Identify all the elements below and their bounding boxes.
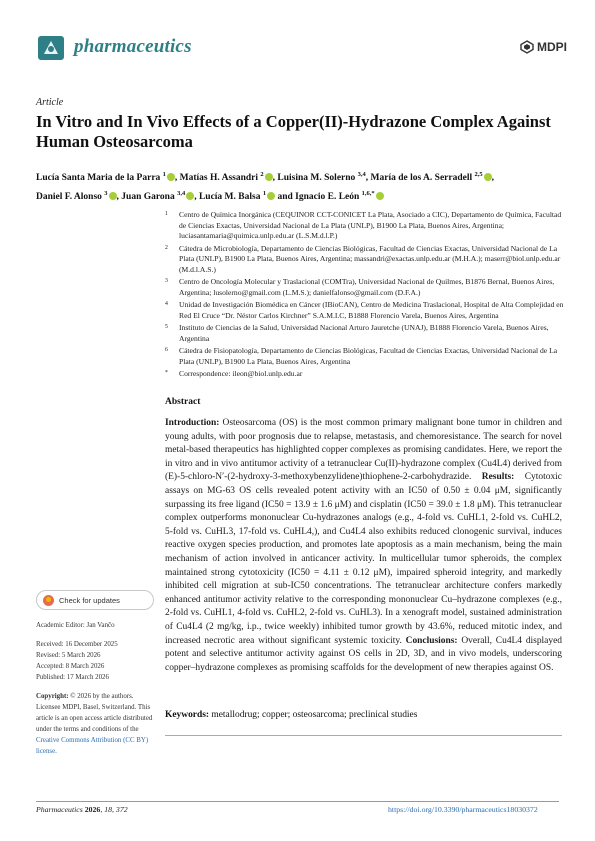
affiliation-text: Centro de Química Inorgánica (CEQUINOR CCT-CONICET La Plata, Asociado a CIC), Departamento de Química, Facultad de Ciencias Exactas, Universidad Nacional de La Plata (UNLP), B1900 La Plata, Buenos Aires, Argentina; luciasantamaria@quimica.unlp.edu.ar (L.S.M.d.l.P.)	[179, 210, 562, 241]
abstract-conclusions-label: Conclusions:	[405, 635, 458, 646]
footer-citation	[36, 805, 128, 814]
affiliations	[165, 210, 565, 381]
author-affiliation-mark: 1	[162, 171, 166, 178]
affiliation-text: Cátedra de Fisiopatología, Departamento de Ciencias Biológicas, Facultad de Ciencias Exactas, Universidad Nacional de La Plata (UNLP), B1900 La Plata, Buenos Aires, Argentina	[179, 346, 558, 366]
correspondence	[165, 369, 565, 380]
author-affiliation-mark: 2	[260, 171, 264, 178]
keywords-label: Keywords:	[165, 710, 210, 720]
abstract-results-text: Cytotoxic assays on MG-63 OS cells revealed potent activity with an IC50 of 0.50 ± 0.04 μM, significantly surpassing its free ligand (IC50 = 13.9 ± 1.6 μM) and cisplatin (IC50 = 39.0 ± 1.8 μM). This tetranuclear complex outperforms mononuclear Cu-hydrazones analogs (e.g., 4-fold vs. CuHL1, 2-fold vs. CuHL2, 5-fold vs. CuHL3, 17-fold vs. CuHL4,), and Cu4L4 also exhibits reduced clonogenic survival, induces reactive oxygen species production, and promotes late apoptosis as a main mechanism, being the main mechanism of action involved in anticancer activity. In multicellular tumor spheroids, the complex maintained strong cytotoxicity (IC50 = 4.11 ± 0.12 μM), impaired spheroid integrity, and markedly inhibited cell migration at sub-IC50 concentrations. The tetranuclear architecture confers markedly enhanced antitumor activity relative to the corresponding mononuclear Cu–hydrazone complexes (e.g., 2-fold vs. CuHL1, 4-fold vs. CuHL2, 2-fold vs. CuHL3). In a xenograft model, sustained administration of Cu4L4 (2 mg/kg, i.p., twice weekly) inhibited tumor growth by 43.6%, reduced mitotic index, and increased necrotic area without significant systemic toxicity.	[165, 472, 562, 646]
author-name[interactable]: Matías H. Assandri	[179, 173, 259, 184]
doi-link[interactable]: https://doi.org/10.3390/pharmaceutics18030372	[388, 805, 538, 814]
abstract-intro-label: Introduction:	[165, 418, 220, 428]
affiliation-text: Cátedra de Microbiología, Departamento de Ciencias Biológicas, Facultad de Ciencias Exactas, Universidad Nacional de La Plata (UNLP), B1900 La Plata, Buenos Aires, Argentina; massandri@exactas.unlp.edu.ar (M.H.A.); maserr@biol.unlp.edu.ar (M.d.l.A.S.)	[179, 243, 561, 274]
affiliation-number: 4	[165, 301, 168, 308]
author-affiliation-mark: 3	[104, 190, 108, 198]
publisher-name: MDPI	[537, 40, 567, 54]
keywords-text: metallodrug; copper; osteosarcoma; preclinical studies	[209, 710, 418, 720]
journal-logo-icon	[36, 34, 66, 62]
orcid-icon[interactable]	[167, 173, 175, 181]
academic-editor: Academic Editor: Jan Vančo	[36, 622, 115, 629]
received-date: Received: 16 December 2025	[36, 641, 118, 648]
author-affiliation-mark: 3,4	[177, 190, 186, 198]
author-name[interactable]: María de los A. Serradell	[370, 173, 473, 184]
affiliation-number: 6	[165, 347, 168, 354]
article-type: Article	[36, 97, 64, 108]
affiliation-text: Unidad de Investigación Biomédica en Cáncer (IBioCAN), Centro de Medicina Traslacional, Hospital de Alta Complejidad en Red El Cruce “Dr. Néstor Carlos Kirchner” S.A.M.I.C, B1888 Florencio Varela, Buenos Aires, Argentina	[179, 300, 564, 320]
affiliation-item	[165, 323, 565, 344]
author-list: Lucía Santa Maria de la Parra $^1$ , Matías H. Assandri $^2$ , Luisina M. Solerno $^{3,4}$, María de los A. Serradell $^{2,5}$ , Daniel F. Alonso $^3$ , Juan Garona $^{3,4}$ , Lucía M. Balsa $^1$ and Ignacio E. León $^{1,6,*}$	[36, 171, 495, 203]
copyright-notice	[36, 691, 158, 757]
affiliation-item	[165, 300, 565, 321]
author-name[interactable]: Luisina M. Solerno	[277, 173, 356, 184]
author-affiliation-mark: 2,5	[474, 171, 483, 178]
author-name[interactable]: Ignacio E. León	[295, 192, 360, 203]
accepted-date: Accepted: 8 March 2026	[36, 663, 105, 670]
affiliation-item	[165, 346, 565, 367]
article-metadata	[36, 620, 158, 757]
copyright-text: © 2026 by the authors. Licensee MDPI, Basel, Switzerland. This article is an open access article distributed under the terms and conditions of the	[36, 693, 153, 733]
orcid-icon[interactable]	[484, 173, 492, 181]
mdpi-icon	[520, 40, 534, 54]
check-updates-label: Check for updates	[59, 595, 120, 605]
footer-journal-name: Pharmaceutics	[36, 805, 83, 814]
license-link[interactable]: Creative Commons Attribution (CC BY) license.	[36, 737, 149, 755]
abstract-intro-text: Osteosarcoma (OS) is the most common primary malignant bone tumor in children and young adults, with poor prognosis due to relapse, metastasis, and chemoresistance. The search for novel metal-based therapeutics has highlighted copper complexes as promising candidates. Here, we report the in vitro and in vivo antitumor activity of a tetranuclear Cu(II)-hydrazone complex (Cu4L4) derived from (E)-5-chloro-N′-(2-hydroxy-3-methoxybenzylidene)thiophene-2-carbohydrazide.	[165, 418, 562, 483]
author-name[interactable]: Lucía Santa Maria de la Parra	[36, 173, 161, 184]
affiliation-number: 5	[165, 324, 168, 331]
author-affiliation-mark: 3,4	[357, 171, 366, 178]
publisher-logo[interactable]	[520, 40, 567, 54]
affiliation-text: Instituto de Ciencias de la Salud, Universidad Nacional Arturo Jauretche (UNAJ), B1888 Florencio Varela, Buenos Aires, Argentina	[179, 323, 549, 343]
check-for-updates-button[interactable]	[36, 590, 154, 610]
affiliation-number: 2	[165, 244, 168, 251]
orcid-icon[interactable]	[376, 192, 384, 200]
orcid-icon[interactable]	[265, 173, 273, 181]
abstract-body	[165, 417, 562, 675]
check-updates-icon	[43, 595, 54, 606]
footer-volume-page: , 18, 372	[100, 805, 128, 814]
author-affiliation-mark: 1,6,*	[361, 190, 375, 198]
abstract-conclusions-text: Overall, Cu4L4 displayed potent and selective antitumor activity against OS cells in 2D, 3D, and in vivo models, underscoring copper–hydrazone complexes as promising scaffolds for the development of new therapies against OS.	[165, 635, 562, 673]
affiliation-item	[165, 244, 565, 276]
abstract-results-label: Results:	[481, 472, 515, 483]
keywords	[165, 710, 562, 720]
author-affiliation-mark: 1	[262, 190, 267, 198]
author-name[interactable]: Lucía M. Balsa	[198, 192, 261, 203]
orcid-icon[interactable]	[267, 192, 275, 200]
correspondence-text[interactable]: Correspondence: ileon@biol.unlp.edu.ar	[179, 369, 303, 379]
copyright-label: Copyright:	[36, 693, 69, 700]
abstract-heading: Abstract	[165, 397, 201, 407]
affiliation-number: 3	[165, 278, 168, 285]
journal-name[interactable]: pharmaceutics	[74, 36, 192, 57]
orcid-icon[interactable]	[109, 192, 117, 200]
revised-date: Revised: 5 March 2026	[36, 652, 101, 659]
affiliation-number: 1	[165, 211, 168, 217]
affiliation-text: Centro de Oncología Molecular y Traslacional (COMTra), Universidad Nacional de Quilmes, B1876 Bernal, Buenos Aires, Argentina; lusolerno@gmail.com (L.M.S.); danielfalonso@gmail.com (D.F.A.)	[179, 277, 555, 297]
affiliation-item	[165, 210, 565, 242]
orcid-icon[interactable]	[186, 192, 194, 200]
author-name[interactable]: Juan Garona	[121, 192, 175, 203]
affiliation-number: *	[165, 370, 168, 377]
section-divider	[165, 735, 562, 736]
published-date: Published: 17 March 2026	[36, 674, 109, 681]
footer-divider	[36, 801, 559, 802]
footer-year: 2026	[84, 805, 101, 814]
affiliation-item	[165, 277, 565, 298]
article-title: In Vitro and In Vivo Effects of a Copper(II)-Hydrazone Complex Against Human Osteosarcoma	[36, 112, 551, 151]
author-name[interactable]: Daniel F. Alonso	[36, 192, 102, 203]
